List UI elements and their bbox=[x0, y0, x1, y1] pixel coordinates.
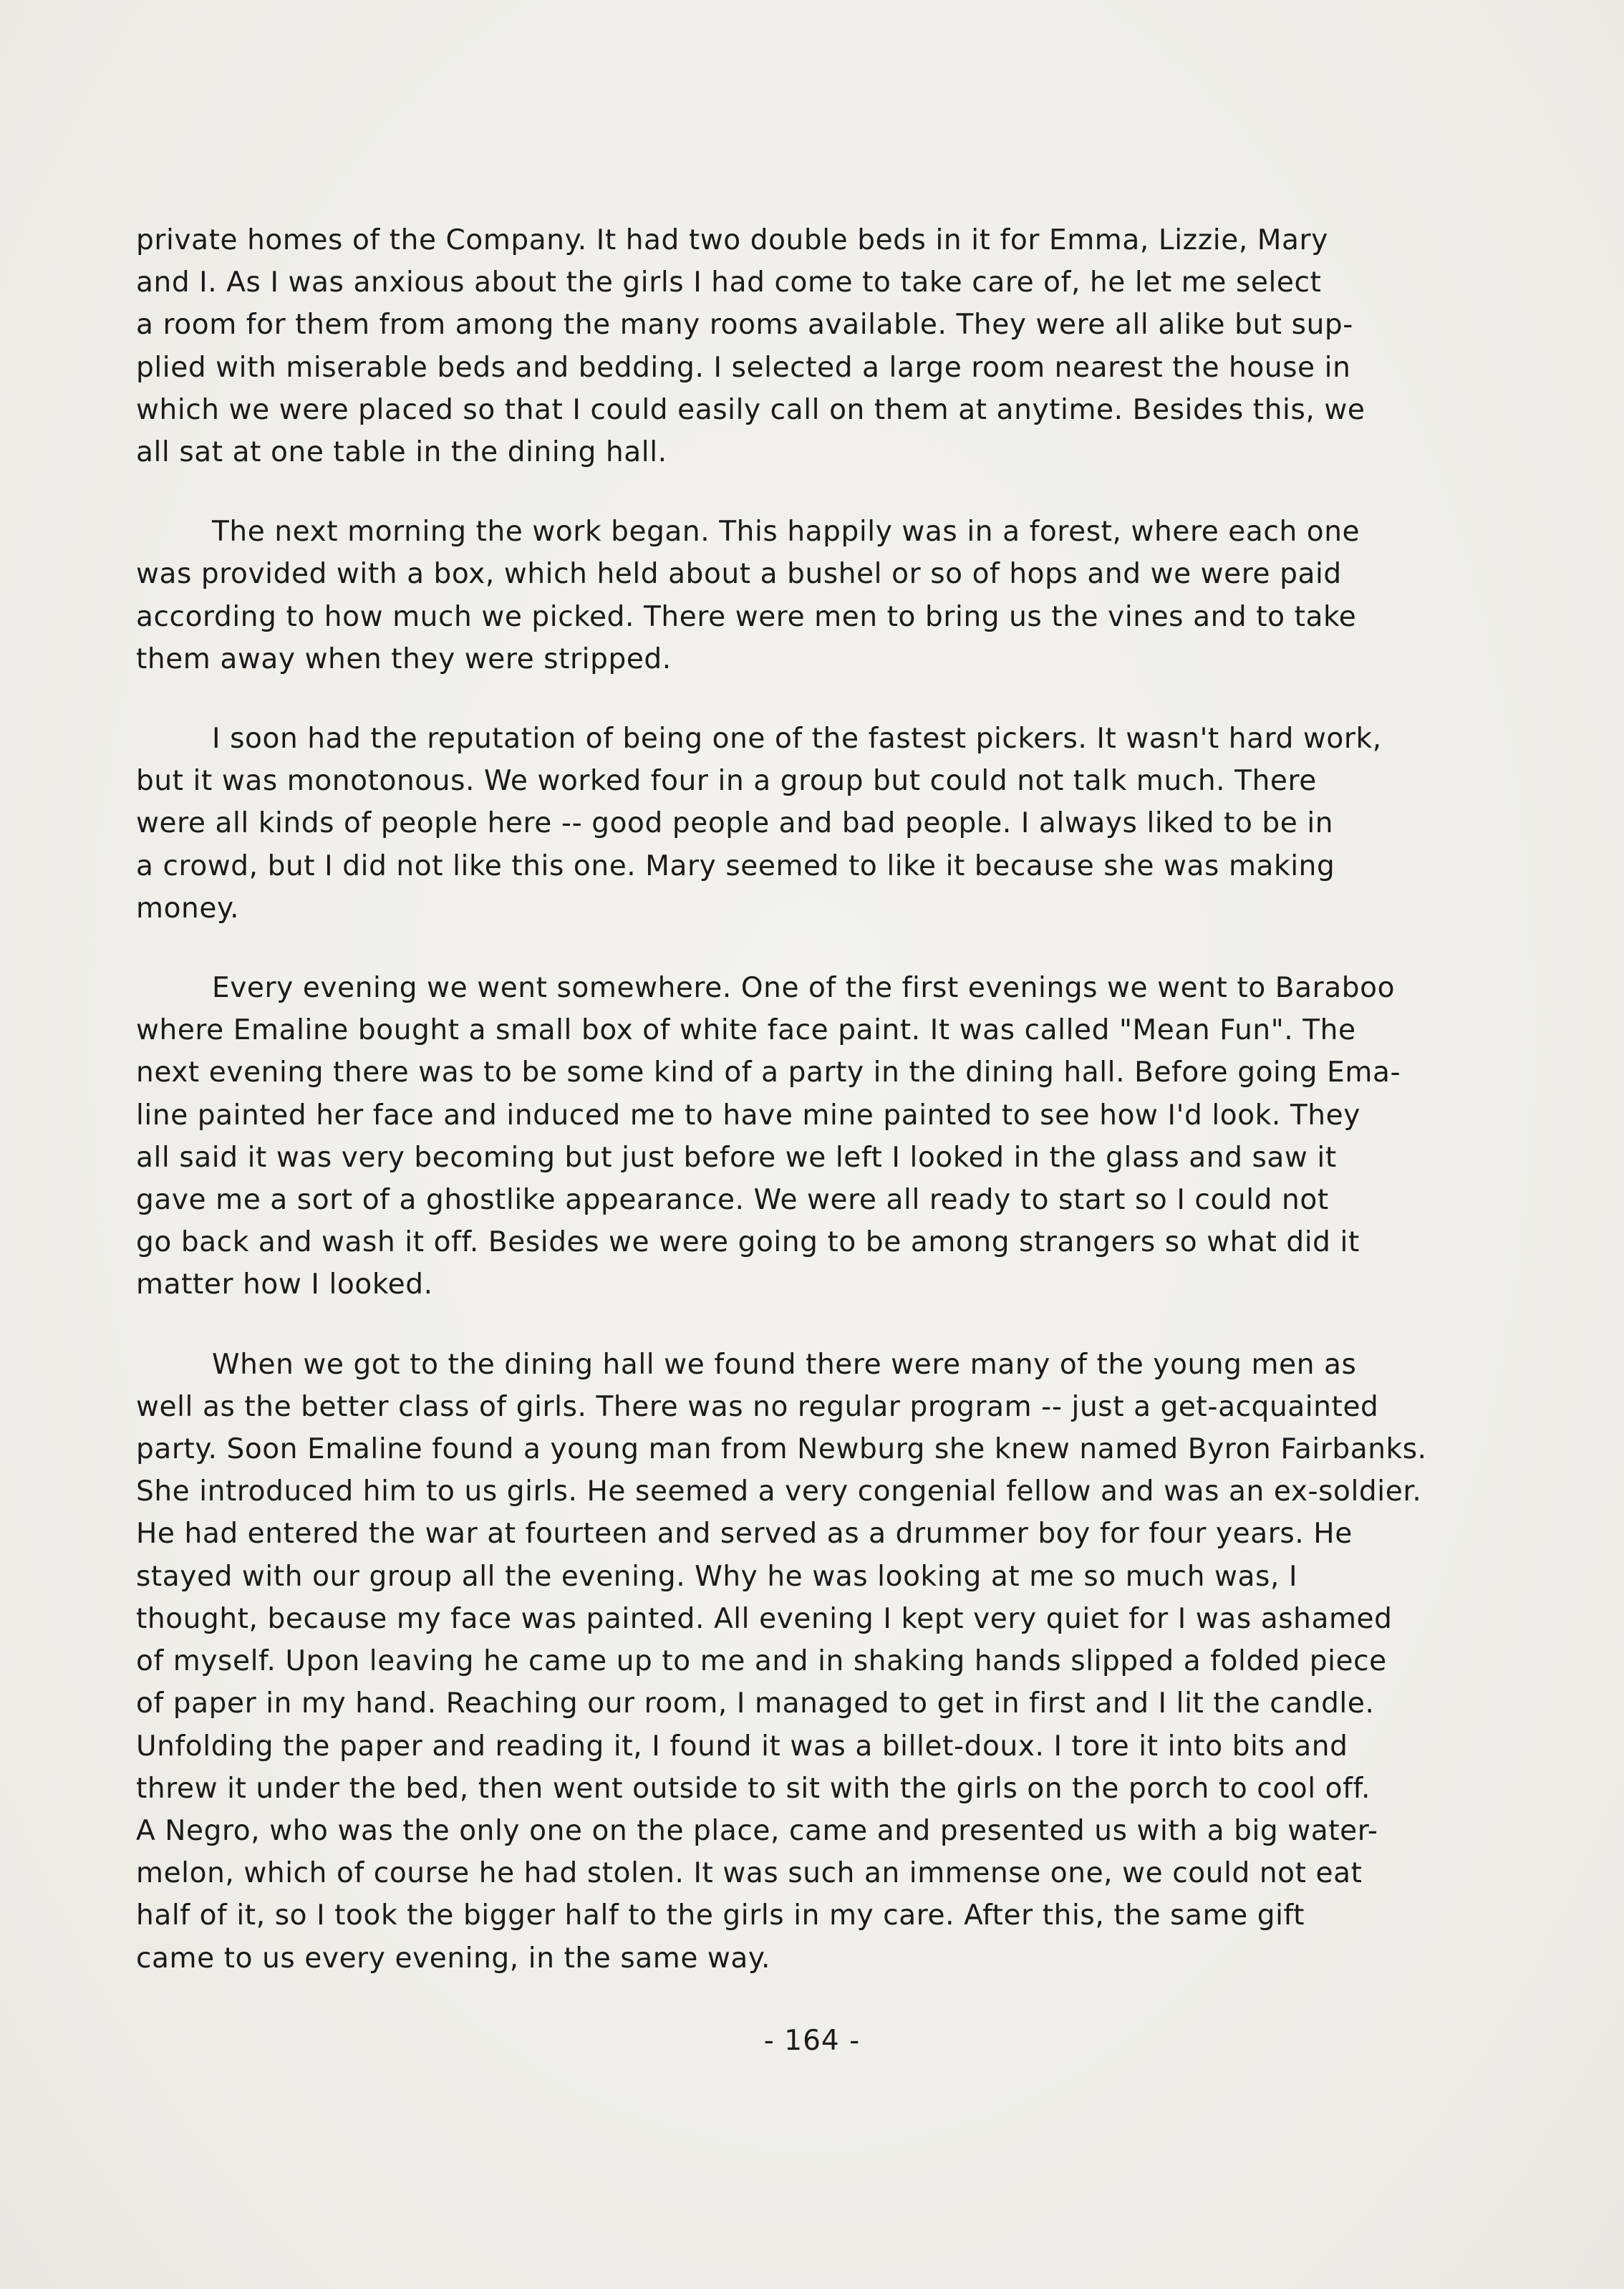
text-line: party. Soon Emaline found a young man from Newburg she knew named Byron Fairbanks. bbox=[136, 1433, 1427, 1466]
text-line: came to us every evening, in the same way. bbox=[136, 1942, 771, 1975]
text-line: melon, which of course he had stolen. It was such an immense one, we could not eat bbox=[136, 1857, 1363, 1890]
text-line: go back and wash it off. Besides we were going to be among strangers so what did it bbox=[136, 1226, 1360, 1259]
text-line: When we got to the dining hall we found there were many of the young men as bbox=[212, 1348, 1357, 1381]
text-line: next evening there was to be some kind of a party in the dining hall. Before going Ema- bbox=[136, 1056, 1401, 1089]
text-line: of paper in my hand. Reaching our room, I managed to get in first and I lit the candle. bbox=[136, 1687, 1375, 1720]
text-line: She introduced him to us girls. He seemed a very congenial fellow and was an ex-soldier. bbox=[136, 1475, 1422, 1508]
text-line: according to how much we picked. There were men to bring us the vines and to take bbox=[136, 600, 1357, 633]
page-number: - 164 - bbox=[763, 2025, 861, 2057]
paragraph bbox=[136, 718, 1518, 930]
text-line: thought, because my face was painted. All evening I kept very quiet for I was ashamed bbox=[136, 1602, 1393, 1635]
text-line: them away when they were stripped. bbox=[136, 642, 672, 675]
text-line: He had entered the war at fourteen and served as a drummer boy for four years. He bbox=[136, 1518, 1353, 1551]
text-line: well as the better class of girls. There was no regular program -- just a get-acquainted bbox=[136, 1390, 1379, 1423]
text-line: money. bbox=[136, 892, 240, 925]
text-line: half of it, so I took the bigger half to the girls in my care. After this, the same gift bbox=[136, 1899, 1305, 1932]
text-line: all sat at one table in the dining hall. bbox=[136, 436, 667, 469]
paragraph bbox=[136, 219, 1518, 473]
text-line: but it was monotonous. We worked four in a group but could not talk much. There bbox=[136, 765, 1317, 798]
body-text bbox=[136, 219, 1518, 1980]
text-line: where Emaline bought a small box of white face paint. It was called "Mean Fun". The bbox=[136, 1014, 1356, 1047]
text-line: of myself. Upon leaving he came up to me and in shaking hands slipped a folded piece bbox=[136, 1645, 1387, 1678]
text-line: were all kinds of people here -- good people and bad people. I always liked to be in bbox=[136, 807, 1334, 840]
paragraph bbox=[136, 511, 1518, 680]
text-line: a room for them from among the many rooms available. They were all alike but sup- bbox=[136, 309, 1353, 342]
text-line: I soon had the reputation of being one of the fastest pickers. It wasn't hard work, bbox=[212, 723, 1382, 756]
text-line: gave me a sort of a ghostlike appearance. We were all ready to start so I could not bbox=[136, 1184, 1329, 1217]
text-line: was provided with a box, which held about a bushel or so of hops and we were paid bbox=[136, 558, 1342, 591]
text-line: stayed with our group all the evening. Why he was looking at me so much was, I bbox=[136, 1560, 1298, 1593]
text-line: Unfolding the paper and reading it, I found it was a billet-doux. I tore it into bits and bbox=[136, 1730, 1348, 1763]
text-line: all said it was very becoming but just before we left I looked in the glass and saw it bbox=[136, 1141, 1337, 1174]
paragraph bbox=[136, 1344, 1518, 1980]
text-line: which we were placed so that I could easily call on them at anytime. Besides this, we bbox=[136, 393, 1366, 426]
text-line: threw it under the bed, then went outside to sit with the girls on the porch to cool off. bbox=[136, 1772, 1371, 1805]
text-line: line painted her face and induced me to have mine painted to see how I'd look. They bbox=[136, 1099, 1360, 1132]
text-line: Every evening we went somewhere. One of the first evenings we went to Baraboo bbox=[212, 972, 1396, 1005]
text-line: a crowd, but I did not like this one. Mary seemed to like it because she was making bbox=[136, 849, 1335, 882]
text-line: matter how I looked. bbox=[136, 1268, 433, 1301]
text-line: and I. As I was anxious about the girls I had come to take care of, he let me select bbox=[136, 266, 1322, 299]
paragraph bbox=[136, 967, 1518, 1306]
text-line: plied with miserable beds and bedding. I selected a large room nearest the house in bbox=[136, 351, 1351, 384]
text-line: A Negro, who was the only one on the place, came and presented us with a big water- bbox=[136, 1814, 1378, 1847]
text-line: private homes of the Company. It had two double beds in it for Emma, Lizzie, Mary bbox=[136, 224, 1328, 256]
text-line: The next morning the work began. This happily was in a forest, where each one bbox=[212, 516, 1360, 549]
